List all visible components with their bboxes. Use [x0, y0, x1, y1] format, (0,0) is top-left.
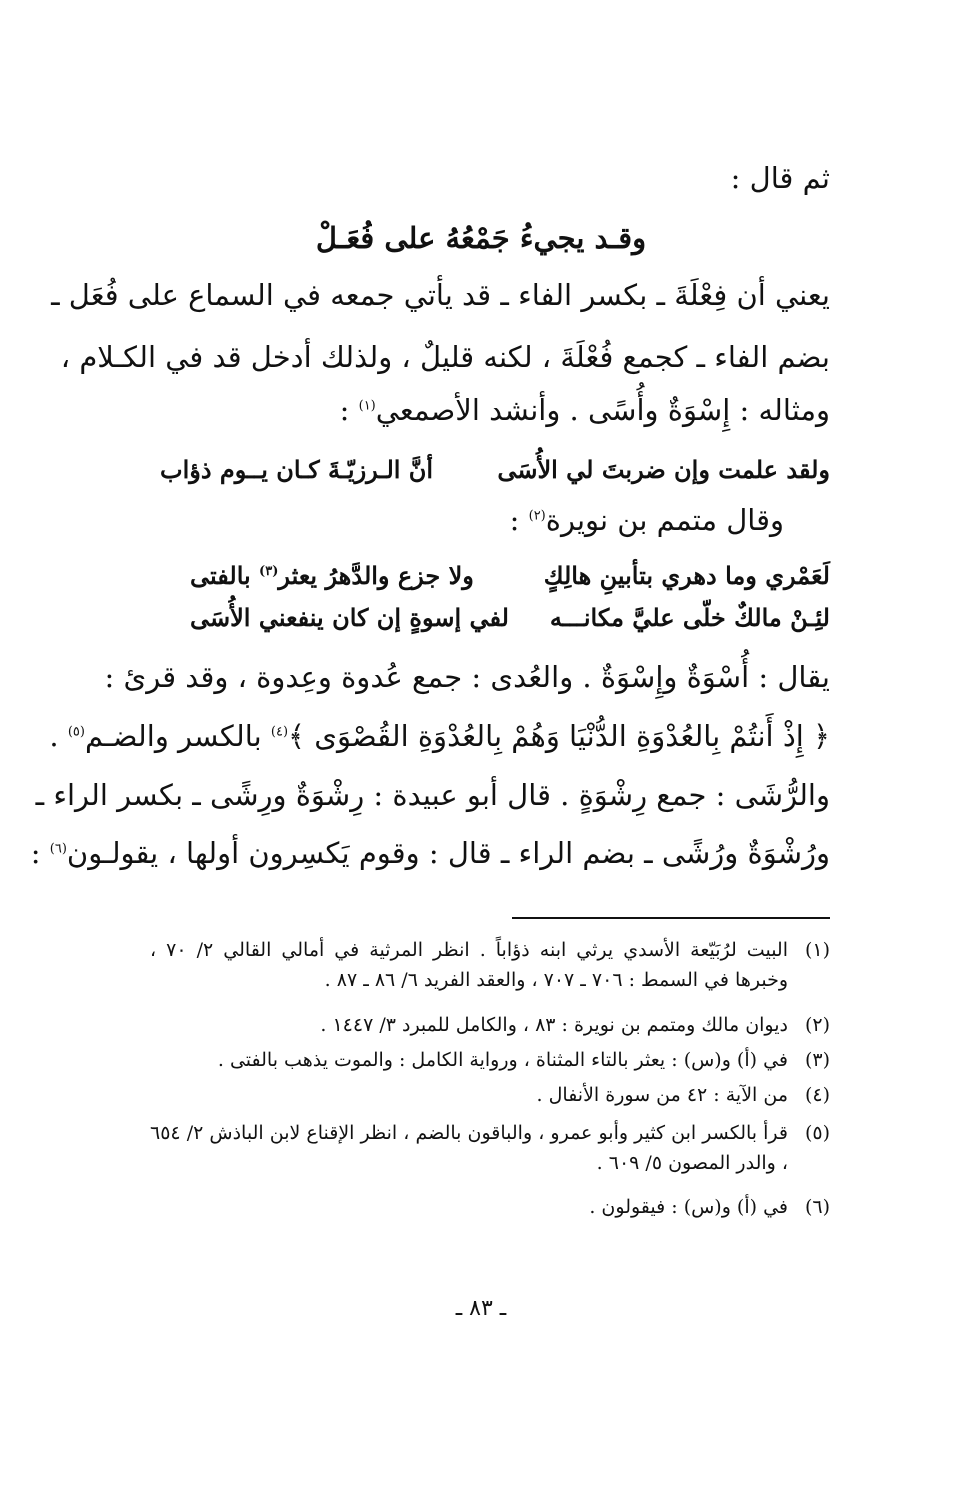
verse-2-second-hemistich: [190, 558, 474, 594]
text-line-7: والرُّشَى : جمع رِشْوَةٍ . قال أبو عبيدة : رِشْوَةٌ ورِشًى ـ بكسر الراء ـ: [35, 778, 830, 812]
page-number: ـ ٨٣ ـ: [455, 1296, 507, 1321]
footnote-ref-3[interactable]: (٣): [259, 564, 279, 579]
footnote-3-number: (٣): [804, 1049, 830, 1071]
footnote-2-text: ديوان مالك ومتمم بن نويرة : ٨٣ ، والكامل للمبرد ٣/ ١٤٤٧ .: [320, 1014, 788, 1036]
footnote-ref-2[interactable]: (٢): [528, 508, 546, 524]
text-line-8-tail: :: [30, 836, 50, 870]
footnote-3: [150, 1045, 830, 1075]
footnote-6-number: (٦): [804, 1196, 830, 1218]
footnote-5-text: قرأ بالكسر ابن كثير وأبو عمرو ، والباقون بالضم ، انظر الإقناع لابن الباذش ٢/ ٦٥٤ ، والدر المصون ٥/ ٦٠٩ .: [150, 1122, 788, 1174]
text-line-1: يعني أن فِعْلَةَ ـ بكسر الفاء ـ قد يأتي جمعه في السماع على فُعَل ـ: [51, 278, 830, 312]
footnote-5: [150, 1118, 830, 1178]
footnote-5-number: (٥): [804, 1122, 830, 1144]
text-line-5: يقال : أُسْوَةٌ وإِسْوَةٌ . والعُدى : جمع عُدوة وعِدوة ، وقد قرئ :: [104, 660, 830, 694]
text-line-8: [30, 833, 830, 873]
footnote-ref-1[interactable]: (١): [358, 398, 376, 414]
footnote-ref-5[interactable]: (٥): [67, 724, 85, 740]
intro-line: [731, 158, 830, 198]
text-line-3-tail: :: [339, 393, 359, 427]
footnote-1: [150, 935, 830, 995]
text-line-8-main: ورُشْوَةٌ ورُشًى ـ بضم الراء ـ قال : وقوم يَكسِرون أولها ، يقولـون: [66, 836, 830, 870]
footnote-1-number: (١): [804, 939, 830, 961]
verse-3-first-hemistich: لئِـنْ مالكٌ خلّى عليَّ مكانـــه: [549, 603, 830, 632]
text-line-6: [49, 716, 830, 756]
footnote-4-number: (٤): [804, 1084, 830, 1106]
verse-2-first-hemistich: لَعَمْري وما دهري بتأبينِ هالِكٍ: [543, 561, 830, 590]
verse-2-second-hemistich-main: ولا جزع والدَّهرُ يعثر: [278, 561, 474, 590]
footnote-separator: [512, 917, 830, 919]
text-line-3-main: ومثاله : إِسْوَةٌ وأُسًى . وأنشد الأصمعي: [375, 393, 830, 427]
verse-1-first-hemistich: ولقد علمت وإن ضربتَ لي الأُسَى: [497, 455, 830, 484]
footnote-ref-6[interactable]: (٦): [49, 841, 67, 857]
text-line-4: [510, 500, 784, 540]
footnote-3-text: في (أ) و(س) : يعثر بالتاء المثناة ، ورواية الكامل : والموت يذهب بالفتى .: [217, 1049, 788, 1071]
verse-3-second-hemistich: لفي إسوةٍ إن كان ينفعني الأُسَى: [190, 603, 509, 632]
footnote-6-text: في (أ) و(س) : فيقولون .: [589, 1196, 788, 1218]
footnote-4: [150, 1080, 830, 1110]
footnote-2: [150, 1010, 830, 1040]
text-line-6-tail: .: [49, 719, 68, 753]
footnote-1-text: البيت لرُبَيّعة الأسدي يرثي ابنه ذؤاباً . انظر المرثية في أمالي القالي ٢/ ٧٠ ، وخبرها في السمط : ٧٠٦ ـ ٧٠٧ ، والعقد الفريد ٦/ ٨٦ ـ ٨٧ .: [150, 939, 788, 991]
verse-1-second-hemistich: أنَّ الـرزيّـةَ كـان يــوم ذؤاب: [160, 455, 434, 484]
section-heading: وقـد يجيءُ جَمْعُهُ على فُعَـلْ: [315, 221, 647, 255]
text-line-2: بضم الفاء ـ كجمع فُعْلَةَ ، لكنه قليلٌ ، ولذلك أدخل قد في الكـلام ،: [60, 340, 830, 374]
footnote-ref-4[interactable]: (٤): [270, 724, 289, 740]
footnote-6: [150, 1192, 830, 1222]
text-line-3: [340, 390, 830, 430]
footnote-4-text: من الآية : ٤٢ من سورة الأنفال .: [536, 1084, 788, 1106]
footnote-2-number: (٢): [804, 1014, 830, 1036]
text-line-4-main: وقال متمم بن نويرة: [545, 503, 784, 537]
intro-text: ثم قال :: [730, 161, 830, 195]
text-line-4-tail: :: [509, 503, 529, 537]
quran-quote: ﴿ إِذْ أَنتُمْ بِالعُدْوَةِ الدُّنْيَا وَهُمْ بِالعُدْوَةِ القُصْوَى ﴾: [288, 719, 830, 753]
text-line-6-main: بالكسر والضـم: [84, 719, 271, 753]
verse-2-second-hemistich-tail: بالفتى: [190, 561, 260, 590]
